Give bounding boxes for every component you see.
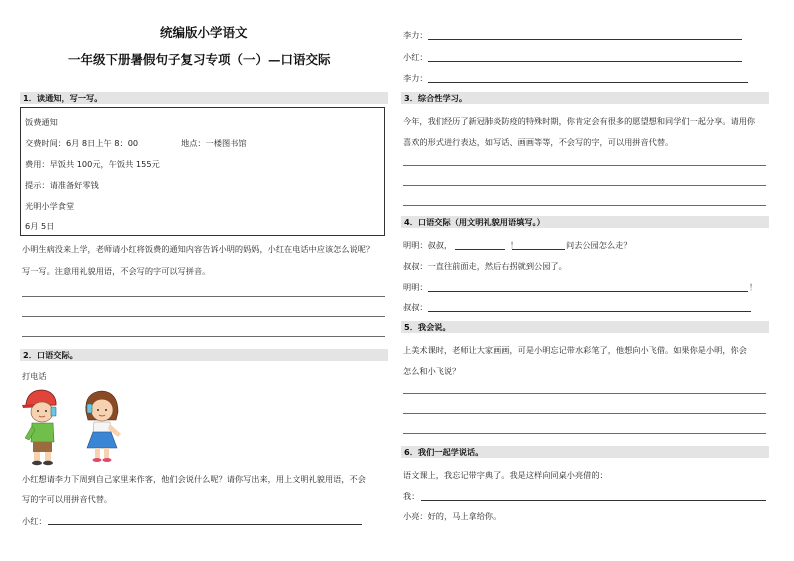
q4-line1-end: 问去公园怎么走？ bbox=[566, 240, 632, 250]
notice-time: 交费时间：6月 8日上午 8：00 bbox=[25, 138, 139, 148]
q1-text-line2: 写一写。注意用礼貌用语，不会写的字可以写拼音。 bbox=[22, 266, 211, 276]
q4-line1-exclaim: ！ bbox=[510, 240, 519, 250]
boy-figure bbox=[22, 390, 56, 465]
q1-answer-line-3[interactable] bbox=[22, 336, 385, 337]
q4-blank-4[interactable] bbox=[428, 311, 751, 312]
q3-answer-line-1[interactable] bbox=[403, 165, 766, 166]
girl-figure bbox=[86, 391, 121, 462]
q2-answer-line-xiaohong[interactable] bbox=[48, 524, 362, 525]
q5-answer-line-1[interactable] bbox=[403, 393, 766, 394]
q6-speaker-xiaoliang: 小亮：好的，马上拿给你。 bbox=[403, 511, 502, 521]
notice-tip: 提示：请准备好零钱 bbox=[25, 180, 99, 190]
q4-blank-1[interactable] bbox=[455, 249, 505, 250]
q1-answer-line-2[interactable] bbox=[22, 316, 385, 317]
page-title: 统编版小学语文 bbox=[160, 25, 248, 40]
q4-blank-2[interactable] bbox=[512, 249, 565, 250]
q6-speaker-me: 我： bbox=[403, 491, 420, 501]
notice-fee: 费用：早饭共 100元，午饭共 155元 bbox=[25, 159, 160, 169]
q5-answer-line-3[interactable] bbox=[403, 433, 766, 434]
section-1-heading: 1．读通知，写一写。 bbox=[20, 92, 388, 104]
q4-line2: 叔叔：一直往前面走，然后右拐就到公园了。 bbox=[403, 261, 567, 271]
q5-text-line1: 上美术课时，老师让大家画画，可是小明忘记带水彩笔了，他想向小飞借。如果你是小明，你会 bbox=[403, 345, 747, 355]
section-2-heading: 2．口语交际。 bbox=[20, 349, 388, 361]
q3-text-line1: 今年，我们经历了新冠肺炎防疫的特殊时期，你肯定会有很多的愿望想和同学们一起分享。请用你 bbox=[403, 116, 756, 126]
q4-line3-start: 明明： bbox=[403, 282, 428, 292]
q3-answer-line-3[interactable] bbox=[403, 205, 766, 206]
q2-answer-line-xiaohong-2[interactable] bbox=[428, 61, 742, 62]
q2-answer-line-lili-2[interactable] bbox=[428, 82, 748, 83]
section-5-heading: 5．我会说。 bbox=[401, 321, 769, 333]
q2-text-line2: 写的字可以用拼音代替。 bbox=[22, 494, 113, 504]
q2-prompt: 打电话 bbox=[22, 371, 47, 381]
notice-title: 饭费通知 bbox=[25, 117, 58, 127]
q6-answer-line-me[interactable] bbox=[421, 500, 766, 501]
phone-call-illustration bbox=[20, 386, 132, 466]
section-3-heading: 3．综合性学习。 bbox=[401, 92, 769, 104]
q3-text-line2: 喜欢的形式进行表达，如写话、画画等等，不会写的字，可以用拼音代替。 bbox=[403, 137, 674, 147]
q4-line4-start: 叔叔： bbox=[403, 302, 428, 312]
page-subtitle: 一年级下册暑假句子复习专项（一）—口语交际 bbox=[68, 52, 331, 67]
section-6-heading: 6．我们一起学说话。 bbox=[401, 446, 769, 458]
q2-text-line1: 小红想请李力下周到自己家里来作客，他们会说什么呢？请你写出来，用上文明礼貌用语，不会 bbox=[22, 474, 366, 484]
q4-line3-exclaim: ！ bbox=[749, 282, 758, 292]
q1-text-line1: 小明生病没来上学，老师请小红将饭费的通知内容告诉小明的妈妈，小红在电话中应该怎么说呢？ bbox=[22, 244, 375, 254]
q2-speaker-lili-2: 李力： bbox=[403, 73, 428, 83]
q4-line1-start: 明明：叔叔， bbox=[403, 240, 453, 250]
q4-blank-3[interactable] bbox=[428, 291, 748, 292]
q2-speaker-xiaohong: 小红： bbox=[22, 516, 47, 526]
notice-signer: 光明小学食堂 bbox=[25, 201, 75, 211]
q6-text: 语文课上，我忘记带字典了。我是这样向同桌小亮借的： bbox=[403, 470, 608, 480]
q5-text-line2: 怎么和小飞说？ bbox=[403, 366, 461, 376]
notice-box bbox=[20, 107, 385, 236]
q2-answer-line-lili-1[interactable] bbox=[428, 39, 742, 40]
q1-answer-line-1[interactable] bbox=[22, 296, 385, 297]
section-4-heading: 4．口语交际（用文明礼貌用语填写。） bbox=[401, 216, 769, 228]
q2-speaker-lili-1: 李力： bbox=[403, 30, 428, 40]
q2-speaker-xiaohong-2: 小红： bbox=[403, 52, 428, 62]
notice-place: 地点：一楼图书馆 bbox=[181, 138, 247, 148]
q3-answer-line-2[interactable] bbox=[403, 185, 766, 186]
notice-date: 6月 5日 bbox=[25, 221, 55, 231]
q5-answer-line-2[interactable] bbox=[403, 413, 766, 414]
